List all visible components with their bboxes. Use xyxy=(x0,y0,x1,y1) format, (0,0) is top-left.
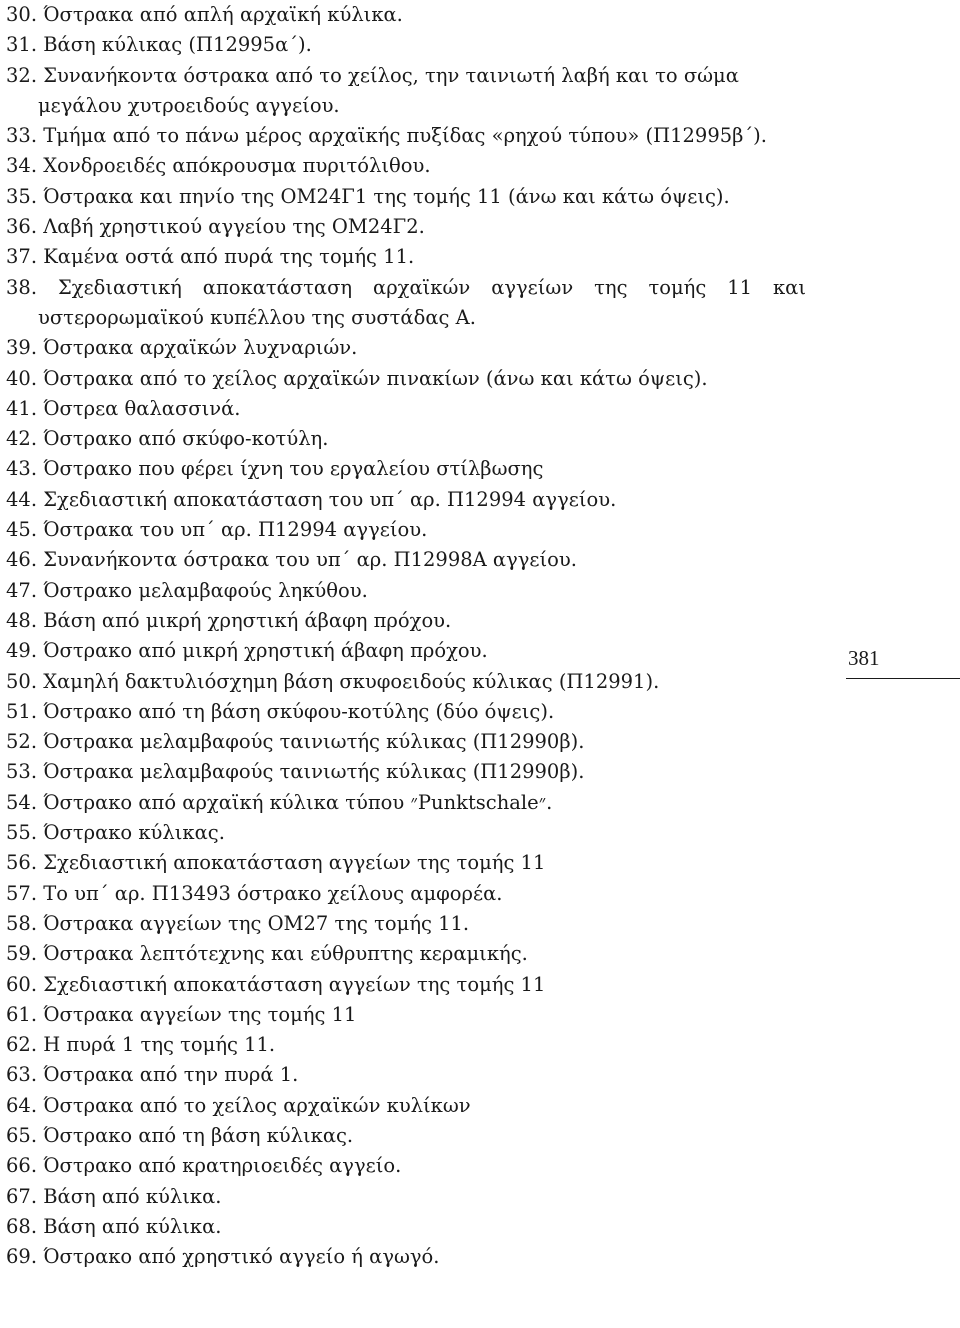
caption-text: Όστρεα θαλασσινά. xyxy=(43,396,241,420)
caption-text: Όστρακα και πηνίο της ΟΜ24Γ1 της τομής 11 (άνω και κάτω όψεις). xyxy=(43,184,730,208)
caption-item xyxy=(6,1182,806,1212)
caption-item xyxy=(6,697,806,727)
caption-item xyxy=(6,788,806,818)
caption-item xyxy=(6,970,806,1000)
caption-item xyxy=(6,273,806,334)
caption-item xyxy=(6,757,806,787)
caption-text: Όστρακα μελαμβαφούς ταινιωτής κύλικας (Π12990β). xyxy=(43,760,585,784)
caption-text: Όστρακο από σκύφο-κοτύλη. xyxy=(43,427,329,451)
caption-item xyxy=(6,242,806,272)
caption-text: Βάση από μικρή χρηστική άβαφη πρόχου. xyxy=(43,608,452,632)
caption-text: Σχεδιαστική αποκατάσταση αρχαϊκών αγγείων της τομής 11 και υστερορωμαϊκού κυπέλλου της συστάδας Α. xyxy=(38,275,806,329)
caption-number: 54. xyxy=(6,790,38,814)
caption-number: 50. xyxy=(6,669,38,693)
caption-text: Όστρακα από το χείλος αρχαϊκών πινακίων (άνω και κάτω όψεις). xyxy=(43,366,708,390)
caption-item xyxy=(6,545,806,575)
caption-number: 39. xyxy=(6,336,38,360)
caption-item xyxy=(6,909,806,939)
caption-text: Όστρακα αγγείων της ΟΜ27 της τομής 11. xyxy=(43,911,470,935)
caption-item xyxy=(6,1121,806,1151)
caption-number: 68. xyxy=(6,1214,38,1238)
caption-item xyxy=(6,1151,806,1181)
caption-number: 56. xyxy=(6,851,38,875)
caption-number: 53. xyxy=(6,760,38,784)
caption-number: 42. xyxy=(6,427,38,451)
caption-text: Όστρακα από απλή αρχαϊκή κύλικα. xyxy=(43,3,403,26)
caption-text: Όστρακα του υπ΄ αρ. Π12994 αγγείου. xyxy=(43,518,428,542)
caption-text: Λαβή χρηστικού αγγείου της ΟΜ24Γ2. xyxy=(43,215,425,239)
caption-text: Όστρακα από την πυρά 1. xyxy=(43,1063,299,1087)
caption-text: Συνανήκοντα όστρακα από το χείλος, την ταινιωτή λαβή και το σώμα μεγάλου χυτροειδούς αγγείου. xyxy=(38,63,739,117)
caption-text: Σχεδιαστική αποκατάσταση αγγείων της τομής 11 xyxy=(43,972,546,996)
caption-number: 36. xyxy=(6,215,38,239)
caption-text: Η πυρά 1 της τομής 11. xyxy=(43,1033,276,1057)
caption-item xyxy=(6,606,806,636)
caption-number: 67. xyxy=(6,1184,38,1208)
caption-item xyxy=(6,1242,806,1272)
caption-number: 32. xyxy=(6,63,38,87)
page-number: 381 xyxy=(846,643,960,679)
caption-number: 41. xyxy=(6,396,38,420)
caption-text: Όστρακο από κρατηριοειδές αγγείο. xyxy=(43,1154,402,1178)
caption-number: 55. xyxy=(6,821,38,845)
caption-text: Βάση κύλικας (Π12995α΄). xyxy=(43,33,312,57)
caption-number: 48. xyxy=(6,608,38,632)
caption-item xyxy=(6,61,806,122)
caption-number: 51. xyxy=(6,699,38,723)
caption-number: 40. xyxy=(6,366,38,390)
caption-item xyxy=(6,818,806,848)
caption-item xyxy=(6,30,806,60)
caption-item xyxy=(6,576,806,606)
caption-item xyxy=(6,212,806,242)
caption-number: 38. xyxy=(6,275,38,299)
caption-item xyxy=(6,182,806,212)
caption-number: 30. xyxy=(6,3,38,26)
caption-number: 44. xyxy=(6,487,38,511)
caption-number: 65. xyxy=(6,1123,38,1147)
caption-number: 61. xyxy=(6,1002,38,1026)
caption-text: Όστρακο από αρχαϊκή κύλικα τύπου ״Punktschale״. xyxy=(43,790,553,814)
caption-number: 47. xyxy=(6,578,38,602)
caption-text: Όστρακα λεπτότεχνης και εύθρυπτης κεραμικής. xyxy=(43,942,528,966)
caption-item xyxy=(6,636,806,666)
caption-item xyxy=(6,667,806,697)
caption-number: 64. xyxy=(6,1093,38,1117)
caption-item xyxy=(6,394,806,424)
caption-text: Σχεδιαστική αποκατάσταση αγγείων της τομής 11 xyxy=(43,851,546,875)
caption-number: 43. xyxy=(6,457,38,481)
caption-text: Βάση από κύλικα. xyxy=(43,1214,222,1238)
caption-text: Τμήμα από το πάνω μέρος αρχαϊκής πυξίδας «ρηχού τύπου» (Π12995β΄). xyxy=(43,124,767,148)
caption-text: Όστρακο που φέρει ίχνη του εργαλείου στίλβωσης xyxy=(43,457,544,481)
caption-item xyxy=(6,333,806,363)
caption-item xyxy=(6,0,806,30)
caption-number: 59. xyxy=(6,942,38,966)
caption-text: Όστρακα μελαμβαφούς ταινιωτής κύλικας (Π12990β). xyxy=(43,730,585,754)
caption-number: 46. xyxy=(6,548,38,572)
caption-text: Όστρακα αγγείων της τομής 11 xyxy=(43,1002,357,1026)
caption-item xyxy=(6,1212,806,1242)
caption-text: Όστρακο από τη βάση κύλικας. xyxy=(43,1123,354,1147)
caption-text: Χονδροειδές απόκρουσμα πυριτόλιθου. xyxy=(43,154,431,178)
caption-item xyxy=(6,848,806,878)
caption-text: Καμένα οστά από πυρά της τομής 11. xyxy=(43,245,415,269)
caption-text: Βάση από κύλικα. xyxy=(43,1184,222,1208)
caption-number: 60. xyxy=(6,972,38,996)
caption-number: 34. xyxy=(6,154,38,178)
caption-item xyxy=(6,727,806,757)
caption-item xyxy=(6,485,806,515)
caption-item xyxy=(6,515,806,545)
caption-text: Όστρακο από χρηστικό αγγείο ή αγωγό. xyxy=(43,1245,440,1269)
caption-text: Όστρακα αρχαϊκών λυχναριών. xyxy=(43,336,358,360)
caption-item xyxy=(6,1060,806,1090)
caption-item xyxy=(6,1000,806,1030)
caption-item xyxy=(6,151,806,181)
caption-number: 31. xyxy=(6,33,38,57)
caption-item xyxy=(6,424,806,454)
caption-text: Σχεδιαστική αποκατάσταση του υπ΄ αρ. Π12994 αγγείου. xyxy=(43,487,617,511)
figure-caption-list xyxy=(6,0,806,1272)
caption-item xyxy=(6,121,806,151)
caption-number: 33. xyxy=(6,124,38,148)
caption-item xyxy=(6,1030,806,1060)
caption-number: 52. xyxy=(6,730,38,754)
caption-text: Όστρακο κύλικας. xyxy=(43,821,225,845)
caption-number: 63. xyxy=(6,1063,38,1087)
caption-text: Όστρακο από τη βάση σκύφου-κοτύλης (δύο όψεις). xyxy=(43,699,555,723)
caption-number: 58. xyxy=(6,911,38,935)
caption-number: 49. xyxy=(6,639,38,663)
caption-number: 35. xyxy=(6,184,38,208)
caption-text: Το υπ΄ αρ. Π13493 όστρακο χείλους αμφορέα. xyxy=(43,881,503,905)
caption-text: Όστρακο από μικρή χρηστική άβαφη πρόχου. xyxy=(43,639,488,663)
caption-number: 57. xyxy=(6,881,38,905)
caption-item xyxy=(6,454,806,484)
caption-number: 66. xyxy=(6,1154,38,1178)
caption-number: 62. xyxy=(6,1033,38,1057)
caption-number: 69. xyxy=(6,1245,38,1269)
caption-number: 45. xyxy=(6,518,38,542)
caption-item xyxy=(6,879,806,909)
caption-text: Χαμηλή δακτυλιόσχημη βάση σκυφοειδούς κύλικας (Π12991). xyxy=(43,669,660,693)
caption-text: Συνανήκοντα όστρακα του υπ΄ αρ. Π12998Α αγγείου. xyxy=(43,548,577,572)
caption-text: Όστρακο μελαμβαφούς ληκύθου. xyxy=(43,578,368,602)
caption-item xyxy=(6,939,806,969)
caption-item xyxy=(6,1091,806,1121)
caption-item xyxy=(6,364,806,394)
caption-number: 37. xyxy=(6,245,38,269)
caption-text: Όστρακα από το χείλος αρχαϊκών κυλίκων xyxy=(43,1093,471,1117)
